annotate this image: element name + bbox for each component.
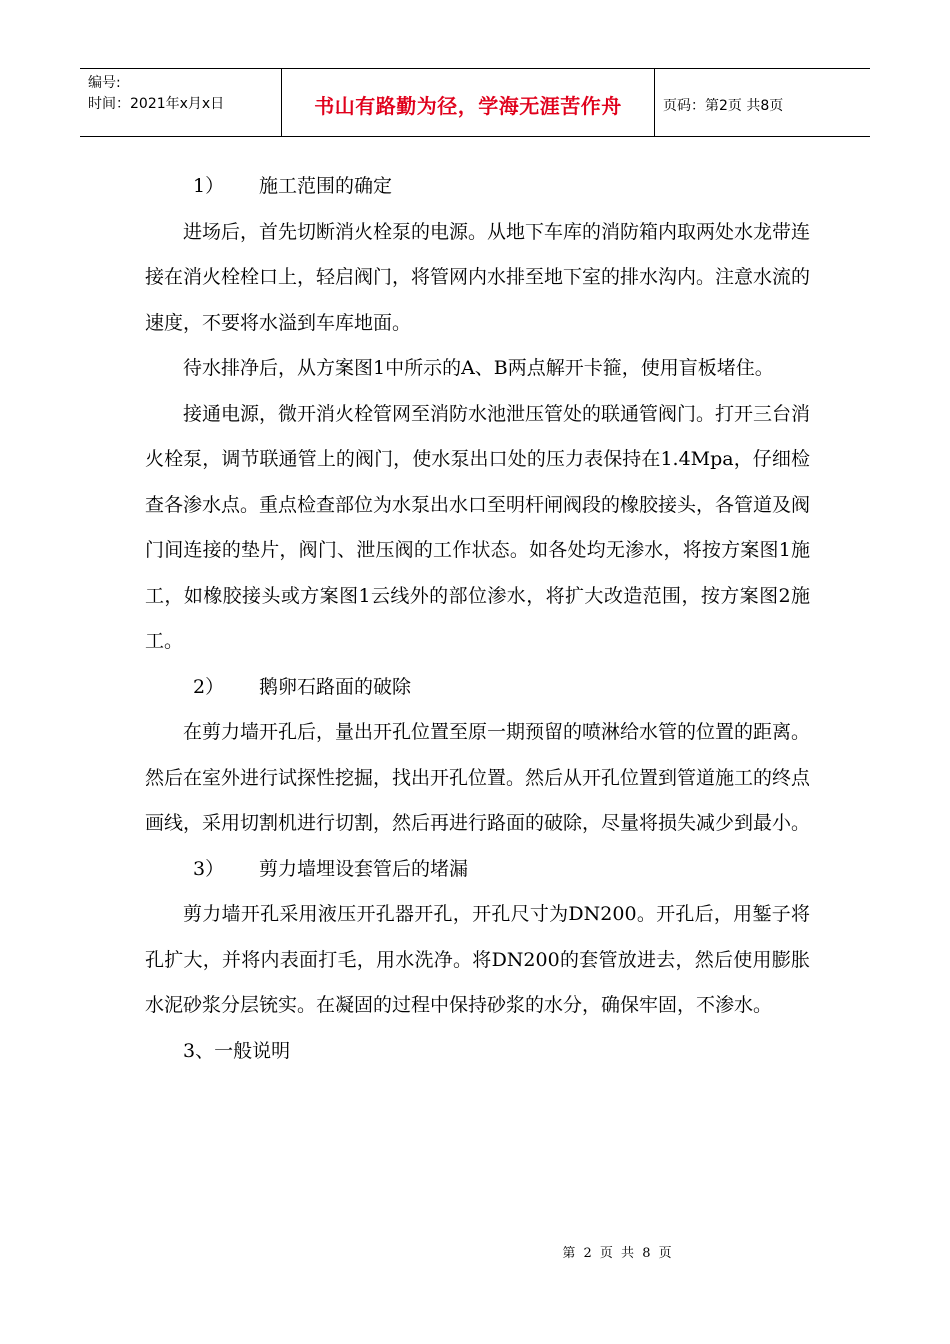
footer-page-number: 第 2 页 共 8 页 [562,1246,674,1261]
section-heading-3 [145,847,810,893]
serial-label: 编号: [88,75,121,91]
paragraph: 剪力墙开孔采用液压开孔器开孔，开孔尺寸为DN200。开孔后，用錾子将孔扩大，并将内表面打毛，用水洗净。将DN200的套管放进去，然后使用膨胀水泥砂浆分层铳实。在凝固的过程中保持砂浆的水分，确保牢固，不渗水。 [145,903,810,1016]
section-title: 施工范围的确定 [259,175,393,197]
motto-text: 书山有路勤为径，学海无涯苦作舟 [314,94,622,118]
paragraph: 在剪力墙开孔后，量出开孔位置至原一期预留的喷淋给水管的位置的距离。然后在室外进行试探性挖掘，找出开孔位置。然后从开孔位置到管道施工的终点画线，采用切割机进行切割，然后再进行路面的破除，尽量将损失减少到最小。 [145,721,811,834]
paragraph: 待水排净后，从方案图1中所示的A、B两点解开卡箍，使用盲板堵住。 [183,357,774,379]
document-body [145,164,810,1074]
header-meta [80,69,282,136]
time-label: 时间：2021年x月x日 [88,96,225,112]
header-page-info: 页码：第2页 共8页 [663,97,784,114]
section-number: 1） [193,175,225,197]
section-heading-1 [145,164,810,210]
paragraph: 接通电源，微开消火栓管网至消防水池泄压管处的联通管阀门。打开三台消火栓泵，调节联通管上的阀门，使水泵出口处的压力表保持在1.4Mpa，仔细检查各渗水点。重点检查部位为水泵出水口至明杆闸阀段的橡胶接头，各管道及阀门间连接的垫片，阀门、泄压阀的工作状态。如各处均无渗水，将按方案图1施工，如橡胶接头或方案图1云线外的部位渗水，将扩大改造范围，按方案图2施工。 [145,402,811,652]
section-heading-2 [145,665,810,711]
section-heading-4: 3、一般说明 [183,1039,291,1062]
section-title: 鹅卵石路面的破除 [259,675,412,698]
section-number: 3） [193,857,225,880]
header-motto-cell [282,69,655,136]
page-footer [0,1242,950,1261]
section-title: 剪力墙埋设套管后的堵漏 [259,857,469,880]
page-header [80,68,870,137]
paragraph: 进场后，首先切断消火栓泵的电源。从地下车库的消防箱内取两处水龙带连接在消火栓栓口上，轻启阀门，将管网内水排至地下室的排水沟内。注意水流的速度，不要将水溢到车库地面。 [145,220,811,334]
section-number: 2） [193,675,225,698]
